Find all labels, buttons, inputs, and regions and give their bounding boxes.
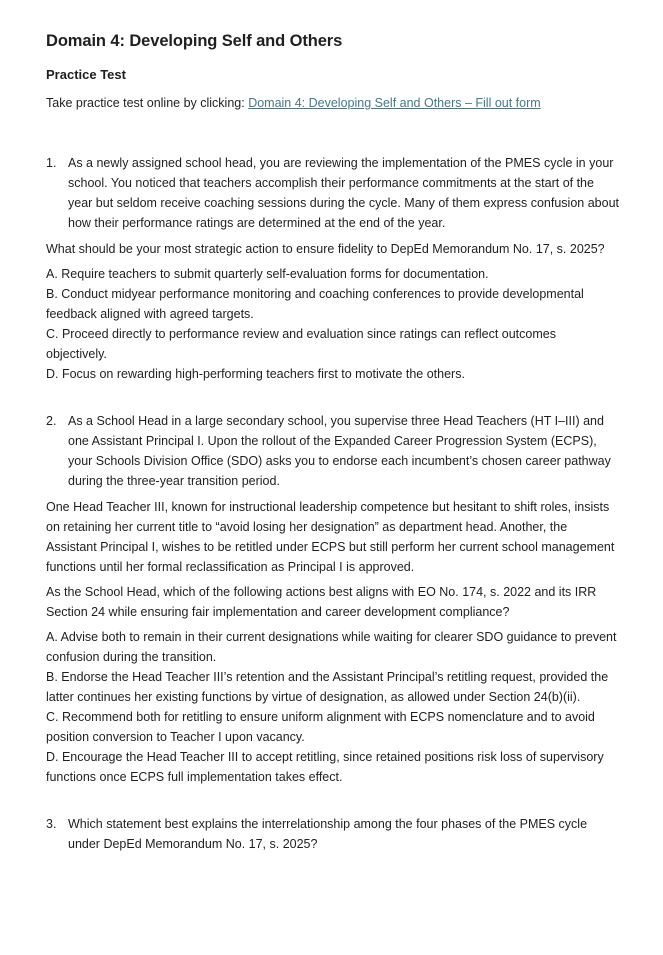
question-stem-text: As a School Head in a large secondary school, you supervise three Head Teachers (HT I–III) and one Assistant Principal I. Upon the rollout of the Expanded Career Progression System (ECPS), your Schools Division Office (SDO) asks you to endorse each incumbent’s chosen career pathway during the three-year transition period. — [68, 414, 611, 488]
questions-list — [46, 153, 620, 854]
question-stem — [46, 814, 620, 854]
question-paragraph: One Head Teacher III, known for instructional leadership competence but hesitant to shift roles, insists on retaining her current title to “avoid losing her designation” as department head. Another, the Assistant Principal I, wishes to be retitled under ECPS but still perform her current school management functions until her formal reclassification as Principal I is approved. — [46, 500, 615, 574]
question-number: 1. — [46, 156, 57, 170]
answer-option: B. Endorse the Head Teacher III’s retention and the Assistant Principal’s retitling request, provided the latter continues her existing functions by virtue of designation, as allowed under Section 24(b)(ii). — [46, 670, 609, 704]
practice-test-heading: Practice Test — [46, 67, 126, 82]
options-group — [46, 264, 620, 384]
question-block — [46, 814, 620, 854]
question-stem — [46, 411, 620, 491]
question-number: 2. — [46, 414, 57, 428]
question-paragraph: As the School Head, which of the following actions best aligns with EO No. 174, s. 2022 and its IRR Section 24 while ensuring fair implementation and career development compliance? — [46, 585, 597, 619]
question-number: 3. — [46, 817, 57, 831]
question-stem-text: As a newly assigned school head, you are reviewing the implementation of the PMES cycle in your school. You noticed that teachers accomplish their performance commitments at the start of the year but seldom receive coaching sessions during the cycle. Many of them express confusion about how their performance ratings are determined at the end of the year. — [68, 156, 619, 230]
answer-option: A. Advise both to remain in their current designations while waiting for clearer SDO guidance to prevent confusion during the transition. — [46, 630, 617, 664]
answer-option: A. Require teachers to submit quarterly self-evaluation forms for documentation. — [46, 267, 489, 281]
question-paragraph: What should be your most strategic action to ensure fidelity to DepEd Memorandum No. 17, s. 2025? — [46, 242, 605, 256]
question-block — [46, 411, 620, 787]
page-title: Domain 4: Developing Self and Others — [46, 32, 343, 50]
question-block — [46, 153, 620, 384]
answer-option: D. Focus on rewarding high-performing teachers first to motivate the others. — [46, 367, 465, 381]
link-intro-text: Take practice test online by clicking: — [46, 96, 249, 110]
question-stem-text: Which statement best explains the interrelationship among the four phases of the PMES cycle under DepEd Memorandum No. 17, s. 2025? — [68, 817, 588, 851]
question-stem — [46, 153, 620, 233]
answer-option: C. Proceed directly to performance review and evaluation since ratings can reflect outcomes objectively. — [46, 327, 556, 361]
answer-option: B. Conduct midyear performance monitoring and coaching conferences to provide developmental feedback aligned with agreed targets. — [46, 287, 584, 321]
answer-option: D. Encourage the Head Teacher III to accept retitling, since retained positions risk loss of supervisory functions once ECPS full implementation takes effect. — [46, 750, 604, 784]
practice-test-form-link[interactable]: Domain 4: Developing Self and Others – Fill out form — [248, 96, 541, 110]
link-line — [46, 93, 620, 113]
answer-option: C. Recommend both for retitling to ensure uniform alignment with ECPS nomenclature and to avoid position conversion to Teacher I upon vacancy. — [46, 710, 595, 744]
options-group — [46, 627, 620, 787]
